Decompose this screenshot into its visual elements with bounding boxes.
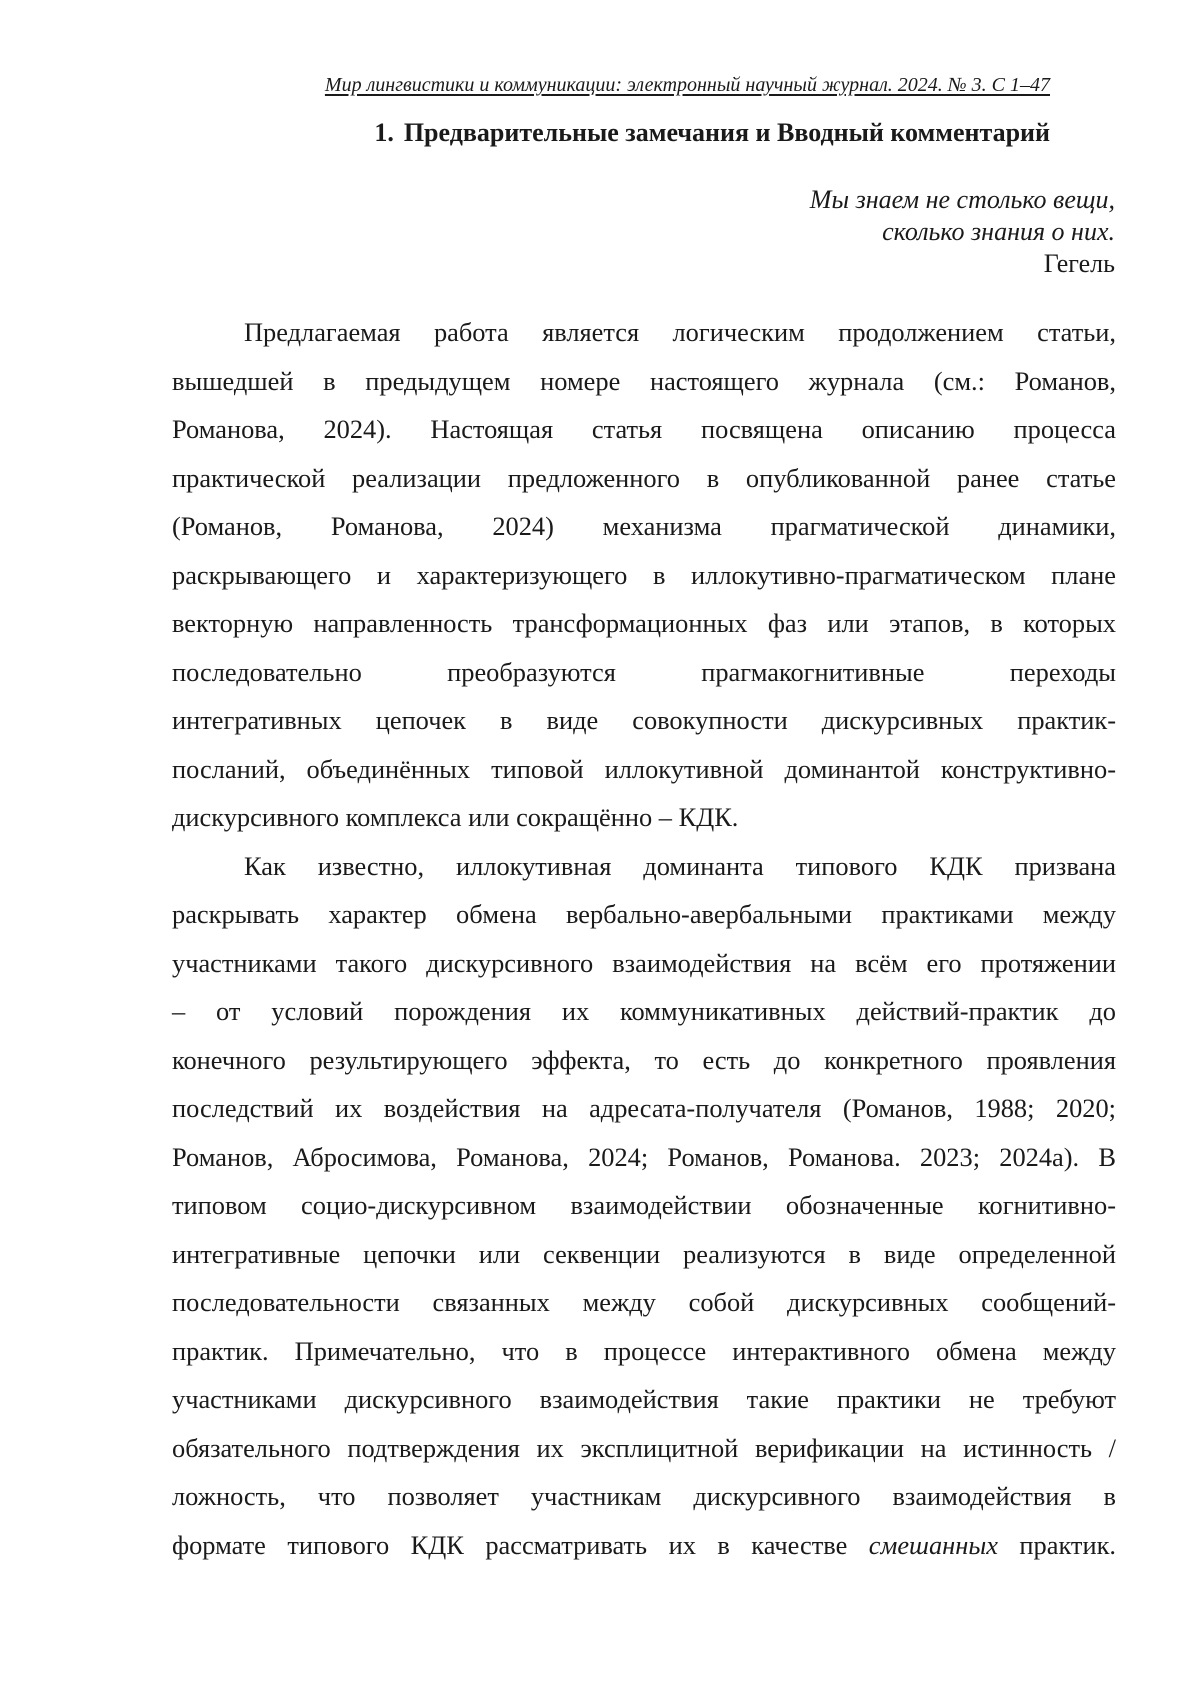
- text-line: конечного результирующего эффекта, то есть до конкретного проявления: [172, 1044, 1116, 1075]
- text-line: раскрывающего и характеризующего в иллокутивно-прагматическом плане: [172, 559, 1116, 590]
- text-line: участниками дискурсивного взаимодействия такие практики не требуют: [172, 1384, 1116, 1414]
- text-line: Романова, 2024). Настоящая статья посвящена описанию процесса: [172, 414, 1116, 444]
- paragraph: [172, 308, 1116, 842]
- running-header: [176, 72, 1050, 98]
- text-line: последовательности связанных между собой дискурсивных сообщений-: [172, 1287, 1116, 1317]
- text-line: Романов, Абросимова, Романова, 2024; Романов, Романова. 2023; 2024а). В: [172, 1141, 1116, 1172]
- epigraph: [810, 184, 1115, 280]
- epigraph-line-1: Мы знаем не столько вещи,: [809, 185, 1115, 214]
- paragraph: [172, 842, 1116, 1570]
- text-line: обязательного подтверждения их эксплицитной верификации на истинность /: [172, 1432, 1116, 1463]
- emphasis-text: смешанных: [868, 1529, 998, 1560]
- section-title: Предварительные замечания и Вводный комментарий: [403, 118, 1050, 147]
- epigraph-line-2: сколько знания о них.: [882, 217, 1115, 246]
- text-line: ложность, что позволяет участникам дискурсивного взаимодействия в: [172, 1481, 1116, 1511]
- text-line: Как известно, иллокутивная доминанта типового КДК призвана: [244, 850, 1116, 881]
- text-run: формате типового КДК рассматривать их в качестве: [172, 1529, 869, 1560]
- body-text: [172, 308, 1116, 1569]
- text-line: (Романов, Романова, 2024) механизма прагматической динамики,: [172, 511, 1116, 541]
- text-line: раскрывать характер обмена вербально-авербальными практиками между: [172, 899, 1116, 929]
- text-line: участниками такого дискурсивного взаимодействия на всём его протяжении: [172, 947, 1116, 978]
- epigraph-author: Гегель: [1043, 249, 1115, 278]
- section-heading: [176, 116, 1050, 150]
- text-line: последствий их воздействия на адресата-получателя (Романов, 1988; 2020;: [172, 1093, 1116, 1123]
- text-line: дискурсивного комплекса или сокращённо – КДК.: [172, 802, 739, 832]
- text-line: – от условий порождения их коммуникативных действий-практик до: [172, 996, 1116, 1026]
- text-line: вышедшей в предыдущем номере настоящего журнала (см.: Романов,: [172, 365, 1116, 396]
- text-line: посланий, объединённых типовой иллокутивной доминантой конструктивно-: [172, 753, 1116, 784]
- text-line: последовательно преобразуются прагмакогнитивные переходы: [172, 656, 1116, 687]
- text-line: интегративные цепочки или секвенции реализуются в виде определенной: [172, 1238, 1116, 1269]
- text-line: практической реализации предложенного в опубликованной ранее статье: [172, 462, 1116, 493]
- text-line: практик. Примечательно, что в процессе интерактивного обмена между: [172, 1335, 1116, 1366]
- text-line: векторную направленность трансформационных фаз или этапов, в которых: [172, 608, 1116, 638]
- text-line: [172, 1521, 1116, 1570]
- section-number: 1.: [374, 118, 394, 147]
- text-line: типовом социо-дискурсивном взаимодействии обозначенные когнитивно-: [172, 1190, 1116, 1220]
- text-run: практик.: [997, 1529, 1116, 1560]
- text-line: интегративных цепочек в виде совокупности дискурсивных практик-: [172, 705, 1116, 735]
- text-line: Предлагаемая работа является логическим продолжением статьи,: [244, 317, 1116, 347]
- journal-citation: Мир лингвистики и коммуникации: электронный научный журнал. 2024. № 3. С 1–47: [324, 74, 1050, 96]
